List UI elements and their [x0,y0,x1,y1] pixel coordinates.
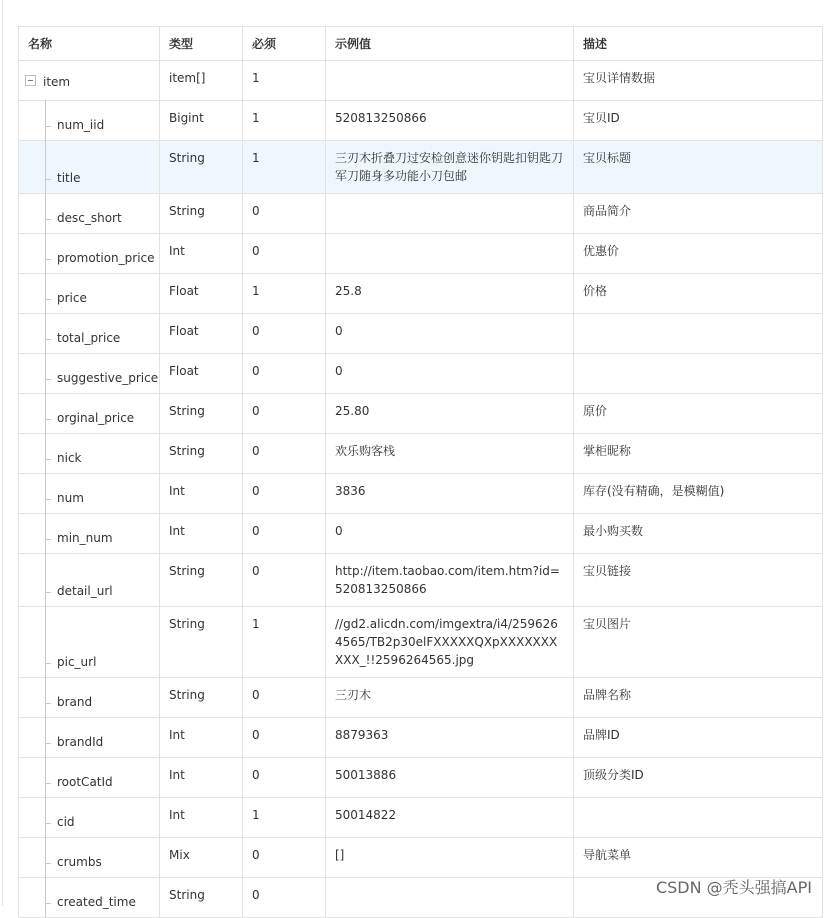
name-cell [19,234,160,274]
field-example: 50013886 [326,758,574,798]
table-row [19,394,823,434]
field-type: String [160,394,243,434]
tree-connector-vertical [45,100,46,141]
tree-connector-branch [45,499,51,500]
tree-connector-branch [45,663,51,664]
field-name: rootCatId [57,775,113,789]
table-row [19,514,823,554]
tree-connector-vertical [45,677,46,718]
tree-connector-branch [45,459,51,460]
name-cell [19,554,160,607]
field-name: title [57,171,81,185]
tree-connector-branch [45,419,51,420]
field-description: 宝贝图片 [574,607,823,678]
header-type: 类型 [160,27,243,61]
field-type: Int [160,234,243,274]
field-description: 掌柜昵称 [574,434,823,474]
field-type: item[] [160,61,243,101]
table-row [19,718,823,758]
field-example: 520813250866 [326,101,574,141]
field-type: Int [160,474,243,514]
tree-connector-branch [45,179,51,180]
field-description [574,798,823,838]
field-description: 价格 [574,274,823,314]
field-example: 欢乐购客栈 [326,434,574,474]
table-row [19,758,823,798]
name-cell [19,514,160,554]
field-required: 0 [243,474,326,514]
field-name: item [43,75,71,89]
table-row [19,234,823,274]
table-row [19,354,823,394]
field-description: 最小购买数 [574,514,823,554]
field-required: 1 [243,274,326,314]
field-required: 0 [243,554,326,607]
field-example: 25.80 [326,394,574,434]
tree-connector-vertical [45,140,46,194]
tree-connector-branch [45,863,51,864]
name-cell [19,878,160,918]
tree-connector-branch [45,299,51,300]
field-type: String [160,434,243,474]
tree-connector-branch [45,743,51,744]
name-cell [19,758,160,798]
field-required: 0 [243,758,326,798]
field-example: 25.8 [326,274,574,314]
tree-connector-vertical [45,717,46,758]
field-example: 0 [326,354,574,394]
name-cell [19,314,160,354]
tree-connector-vertical [45,797,46,838]
header-description: 描述 [574,27,823,61]
name-cell [19,274,160,314]
field-type: String [160,607,243,678]
tree-connector-vertical [45,513,46,554]
field-example: 0 [326,514,574,554]
tree-connector-branch [45,592,51,593]
field-type: Int [160,514,243,554]
field-type: String [160,554,243,607]
field-type: Int [160,758,243,798]
field-required: 0 [243,718,326,758]
field-description: 导航菜单 [574,838,823,878]
table-row [19,314,823,354]
field-name: num [57,491,84,505]
tree-connector-vertical [45,233,46,274]
field-required: 1 [243,141,326,194]
field-required: 0 [243,194,326,234]
tree-connector-vertical [45,313,46,354]
field-example [326,61,574,101]
table-row [19,474,823,514]
field-description: 品牌ID [574,718,823,758]
field-required: 0 [243,878,326,918]
field-description: 库存(没有精确，是模糊值) [574,474,823,514]
name-cell [19,354,160,394]
field-example: 三刃木 [326,678,574,718]
table-header-row [19,27,823,61]
tree-connector-vertical [45,433,46,474]
field-required: 1 [243,101,326,141]
tree-connector-branch [45,219,51,220]
field-description: 优惠价 [574,234,823,274]
table-row [19,194,823,234]
field-required: 0 [243,394,326,434]
tree-connector-vertical [45,473,46,514]
field-required: 0 [243,434,326,474]
field-description [574,314,823,354]
tree-connector-branch [45,379,51,380]
field-type: String [160,141,243,194]
field-description: 顶级分类ID [574,758,823,798]
field-type: Float [160,354,243,394]
field-required: 1 [243,61,326,101]
field-name: total_price [57,331,121,345]
tree-connector-vertical [45,273,46,314]
field-description: 宝贝标题 [574,141,823,194]
table-row-root [19,61,823,101]
tree-connector-branch [45,539,51,540]
field-type: String [160,878,243,918]
field-type: Int [160,798,243,838]
field-description: 宝贝链接 [574,554,823,607]
field-description: 宝贝详情数据 [574,61,823,101]
name-cell [19,434,160,474]
tree-connector-branch [45,339,51,340]
field-example: //gd2.alicdn.com/imgextra/i4/2596264565/TB2p30elFXXXXXQXpXXXXXXXXXX_!!2596264565.jpg [326,607,574,678]
tree-connector-vertical [45,353,46,394]
table-row [19,798,823,838]
field-type: Float [160,314,243,354]
tree-connector-vertical [45,393,46,434]
tree-connector-branch [45,126,51,127]
field-name: num_iid [57,118,105,132]
field-type: Float [160,274,243,314]
field-name: suggestive_price [57,371,159,385]
name-cell-root [19,61,160,101]
field-name: min_num [57,531,113,545]
tree-connector-branch [45,903,51,904]
tree-connector-branch [45,703,51,704]
header-example: 示例值 [326,27,574,61]
table-row [19,678,823,718]
tree-connector-vertical [45,757,46,798]
name-cell [19,678,160,718]
header-required: 必须 [243,27,326,61]
field-required: 0 [243,354,326,394]
table-row [19,274,823,314]
field-description: 原价 [574,394,823,434]
field-type: String [160,194,243,234]
name-cell [19,798,160,838]
field-required: 0 [243,234,326,274]
table-row [19,554,823,607]
field-required: 0 [243,314,326,354]
field-required: 0 [243,514,326,554]
field-name: orginal_price [57,411,135,425]
table-row [19,101,823,141]
name-cell [19,194,160,234]
tree-connector-vertical [45,877,46,918]
field-name: detail_url [57,584,113,598]
field-required: 0 [243,838,326,878]
field-name: brandId [57,735,104,749]
field-name: promotion_price [57,251,155,265]
field-type: String [160,678,243,718]
tree-connector-vertical [45,553,46,607]
table-row [19,141,823,194]
table-row [19,838,823,878]
tree-connector-vertical [45,193,46,234]
name-cell [19,474,160,514]
field-example: 0 [326,314,574,354]
field-example: 三刃木折叠刀过安检创意迷你钥匙扣钥匙刀军刀随身多功能小刀包邮 [326,141,574,194]
field-description [574,354,823,394]
field-description: 宝贝ID [574,101,823,141]
field-description: 商品简介 [574,194,823,234]
tree-connector-branch [45,823,51,824]
field-example: [] [326,838,574,878]
field-example [326,878,574,918]
field-name: crumbs [57,855,102,869]
name-cell [19,718,160,758]
field-required: 1 [243,607,326,678]
csdn-watermark: CSDN @秃头强搞API [655,878,812,897]
tree-connector-vertical [45,606,46,678]
field-name: nick [57,451,82,465]
field-name: desc_short [57,211,122,225]
field-name: created_time [57,895,136,909]
name-cell [19,101,160,141]
collapse-toggle-icon[interactable] [25,75,36,86]
tree-connector-branch [45,783,51,784]
name-cell [19,141,160,194]
field-description: 品牌名称 [574,678,823,718]
field-type: Bigint [160,101,243,141]
name-cell [19,838,160,878]
field-required: 0 [243,678,326,718]
field-name: cid [57,815,75,829]
field-type: Mix [160,838,243,878]
name-cell [19,394,160,434]
field-example: 3836 [326,474,574,514]
tree-connector-branch [45,259,51,260]
field-required: 1 [243,798,326,838]
field-example: 50014822 [326,798,574,838]
name-cell [19,607,160,678]
field-example: http://item.taobao.com/item.htm?id=520813250866 [326,554,574,607]
field-example [326,194,574,234]
field-type: Int [160,718,243,758]
field-example: 8879363 [326,718,574,758]
field-example [326,234,574,274]
table-row [19,434,823,474]
field-name: pic_url [57,655,97,669]
page-left-border [2,0,3,906]
field-name: price [57,291,87,305]
api-fields-table [18,26,823,918]
tree-connector-vertical [45,837,46,878]
header-name: 名称 [19,27,160,61]
table-row [19,607,823,678]
field-name: brand [57,695,93,709]
